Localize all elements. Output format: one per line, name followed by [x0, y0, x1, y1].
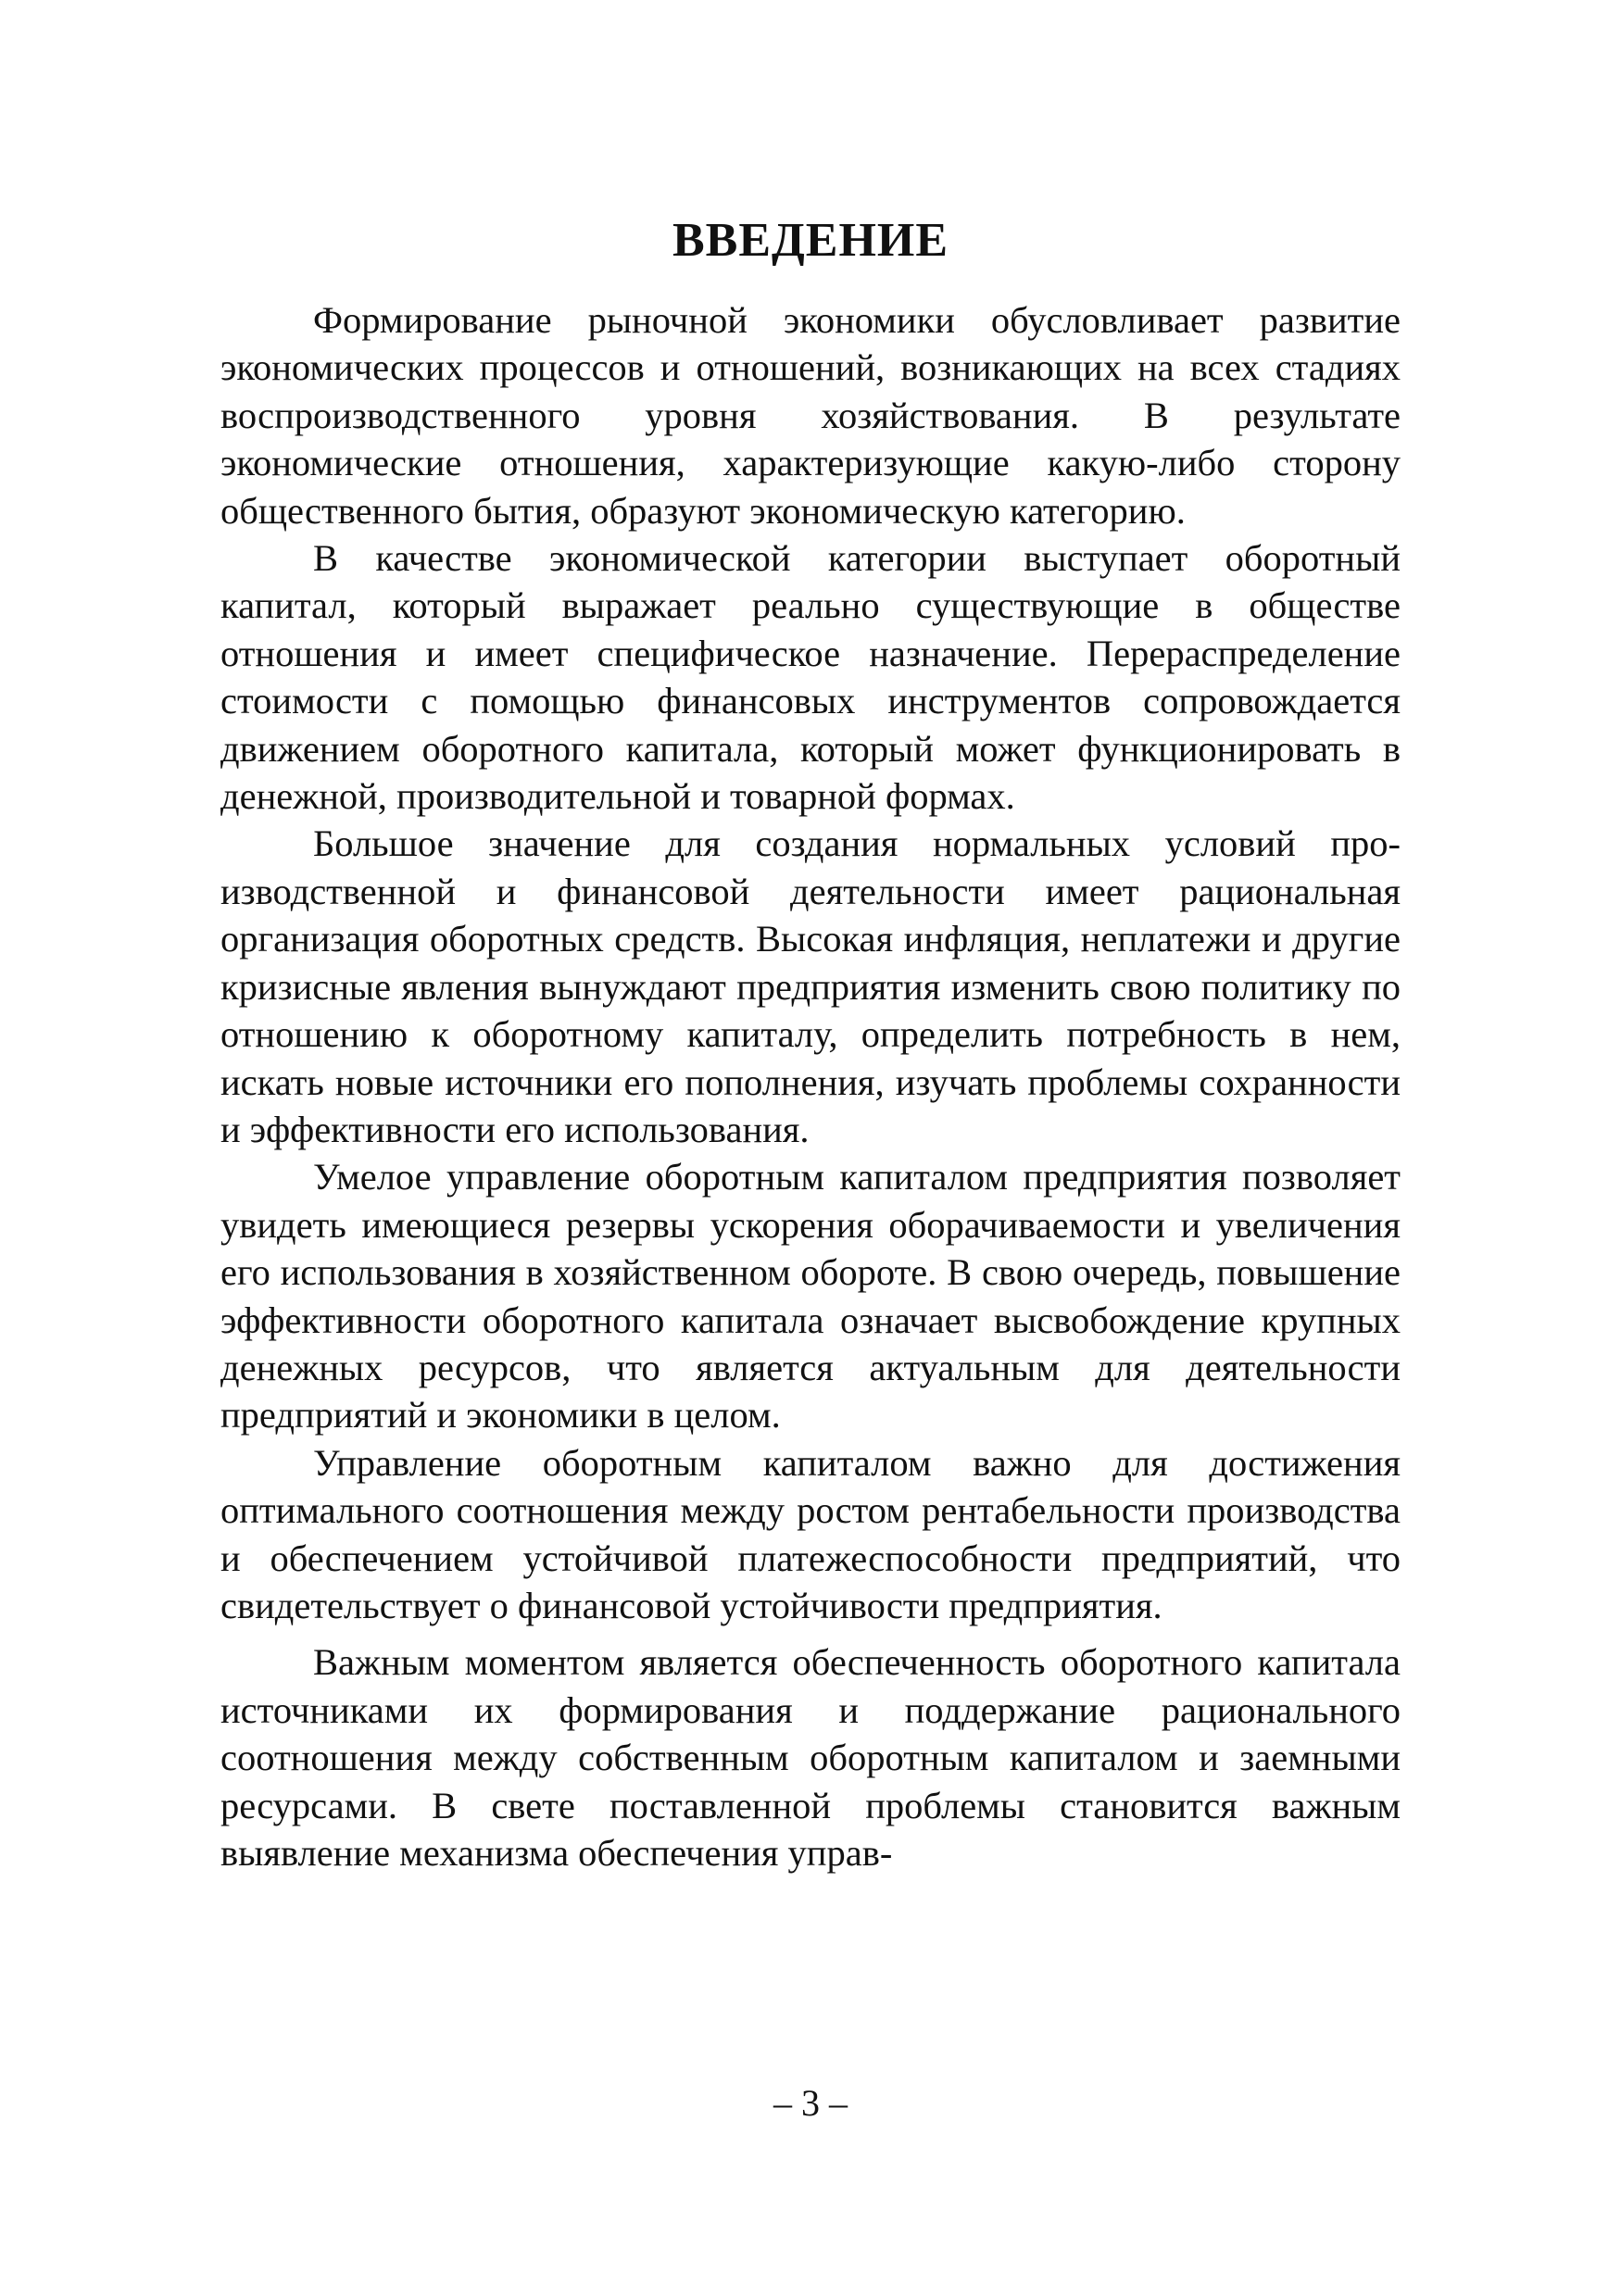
paragraph: Умелое управление оборотным капиталом предприятия позволяет увидеть имеющиеся резервы ускорения оборачиваемости и увеличения его использования в хозяйственном обороте. В свою очередь, повышение эффективности оборотного капитала означает высвобождение крупных денежных ресурсов, что является актуальным для деятельности предприятий и экономики в целом.: [220, 1156, 1401, 1437]
chapter-title: ВВЕДЕНИЕ: [672, 214, 949, 267]
page-number: – 3 –: [773, 2082, 848, 2124]
body-text: [220, 296, 1401, 1876]
paragraph: Управление оборотным капиталом важно для достижения оптимального соотношения между ростом рентабельности производства и обеспечением устойчивой платежеспособности предприятий, что свидетельствует о финансовой устойчивости предприятия.: [220, 1441, 1401, 1626]
paragraph: Большое значение для создания нормальных условий производственной и финансовой деятельности имеет рациональная организация оборотных средств. Высокая инфляция, неплатежи и другие кризисные явления вынуждают предприятия изменить свою политику по отношению к оборотному капиталу, определить потребность в нем, искать новые источники его пополнения, изучать проблемы сохранности и эффективности его использования.: [220, 822, 1401, 1150]
paragraph: Важным моментом является обеспеченность оборотного капитала источниками их формирования и поддержание рационального соотношения между собственным оборотным капиталом и заемными ресурсами. В свете поставленной проблемы становится важным выявление механизма обеспечения управ-: [220, 1641, 1401, 1874]
paragraph: В качестве экономической категории выступает оборотный капитал, который выражает реально существующие в обществе отношения и имеет специфическое назначение. Перераспределение стоимости с помощью финансовых инструментов сопровождается движением оборотного капитала, который может функционировать в денежной, производительной и товарной формах.: [220, 537, 1401, 818]
paragraph: Формирование рыночной экономики обусловливает развитие экономических процессов и отношений, возникающих на всех стадиях воспроизводственного уровня хозяйствования. В результате экономические отношения, характеризующие какую-либо сторону общественного бытия, образуют экономическую категорию.: [220, 299, 1401, 532]
